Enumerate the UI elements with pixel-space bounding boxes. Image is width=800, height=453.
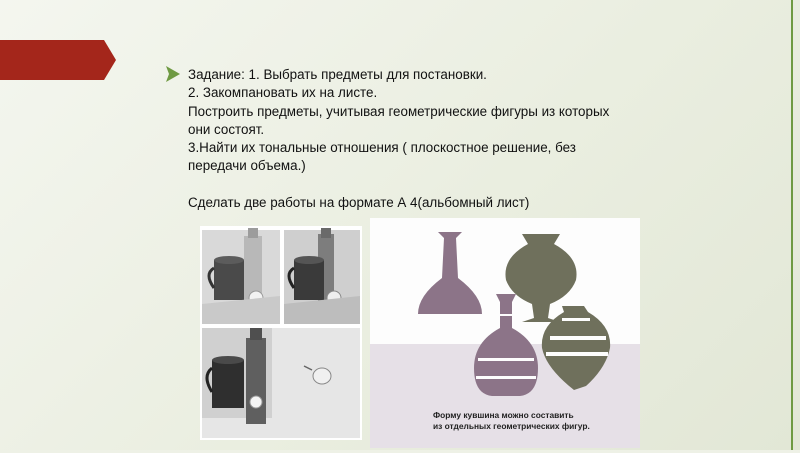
final-instruction: Сделать две работы на формате А 4(альбомный лист) <box>188 194 530 210</box>
sketch-mug-and-bottle-3 <box>202 328 360 438</box>
purple-bottle-shape <box>418 232 482 314</box>
task-text <box>188 66 728 212</box>
task-line: 2. Закомпановать их на листе. <box>188 85 378 101</box>
right-decorative-line <box>791 0 793 450</box>
arrow-bullet-icon <box>166 66 180 82</box>
sketch-mug-and-bottle-2 <box>284 228 360 324</box>
task-line: Построить предметы, учитывая геометрические фигуры из которых <box>188 103 610 119</box>
figure-caption <box>433 410 633 431</box>
caption-line: из отдельных геометрических фигур. <box>433 420 590 431</box>
task-line: 3.Найти их тональные отношения ( плоскостное решение, без <box>188 140 576 156</box>
still-life-sketches-image <box>200 226 362 440</box>
sketch-mug-and-bottle-1 <box>202 228 280 324</box>
task-line: Задание: 1. Выбрать предметы для постановки. <box>188 67 487 82</box>
task-line: передачи объема.) <box>188 158 306 174</box>
task-line: они состоят. <box>188 121 265 137</box>
caption-line: Форму кувшина можно составить <box>433 410 574 420</box>
accent-bar-tip <box>104 40 116 80</box>
purple-banded-vase-shape <box>474 294 538 396</box>
accent-bar <box>0 40 104 80</box>
